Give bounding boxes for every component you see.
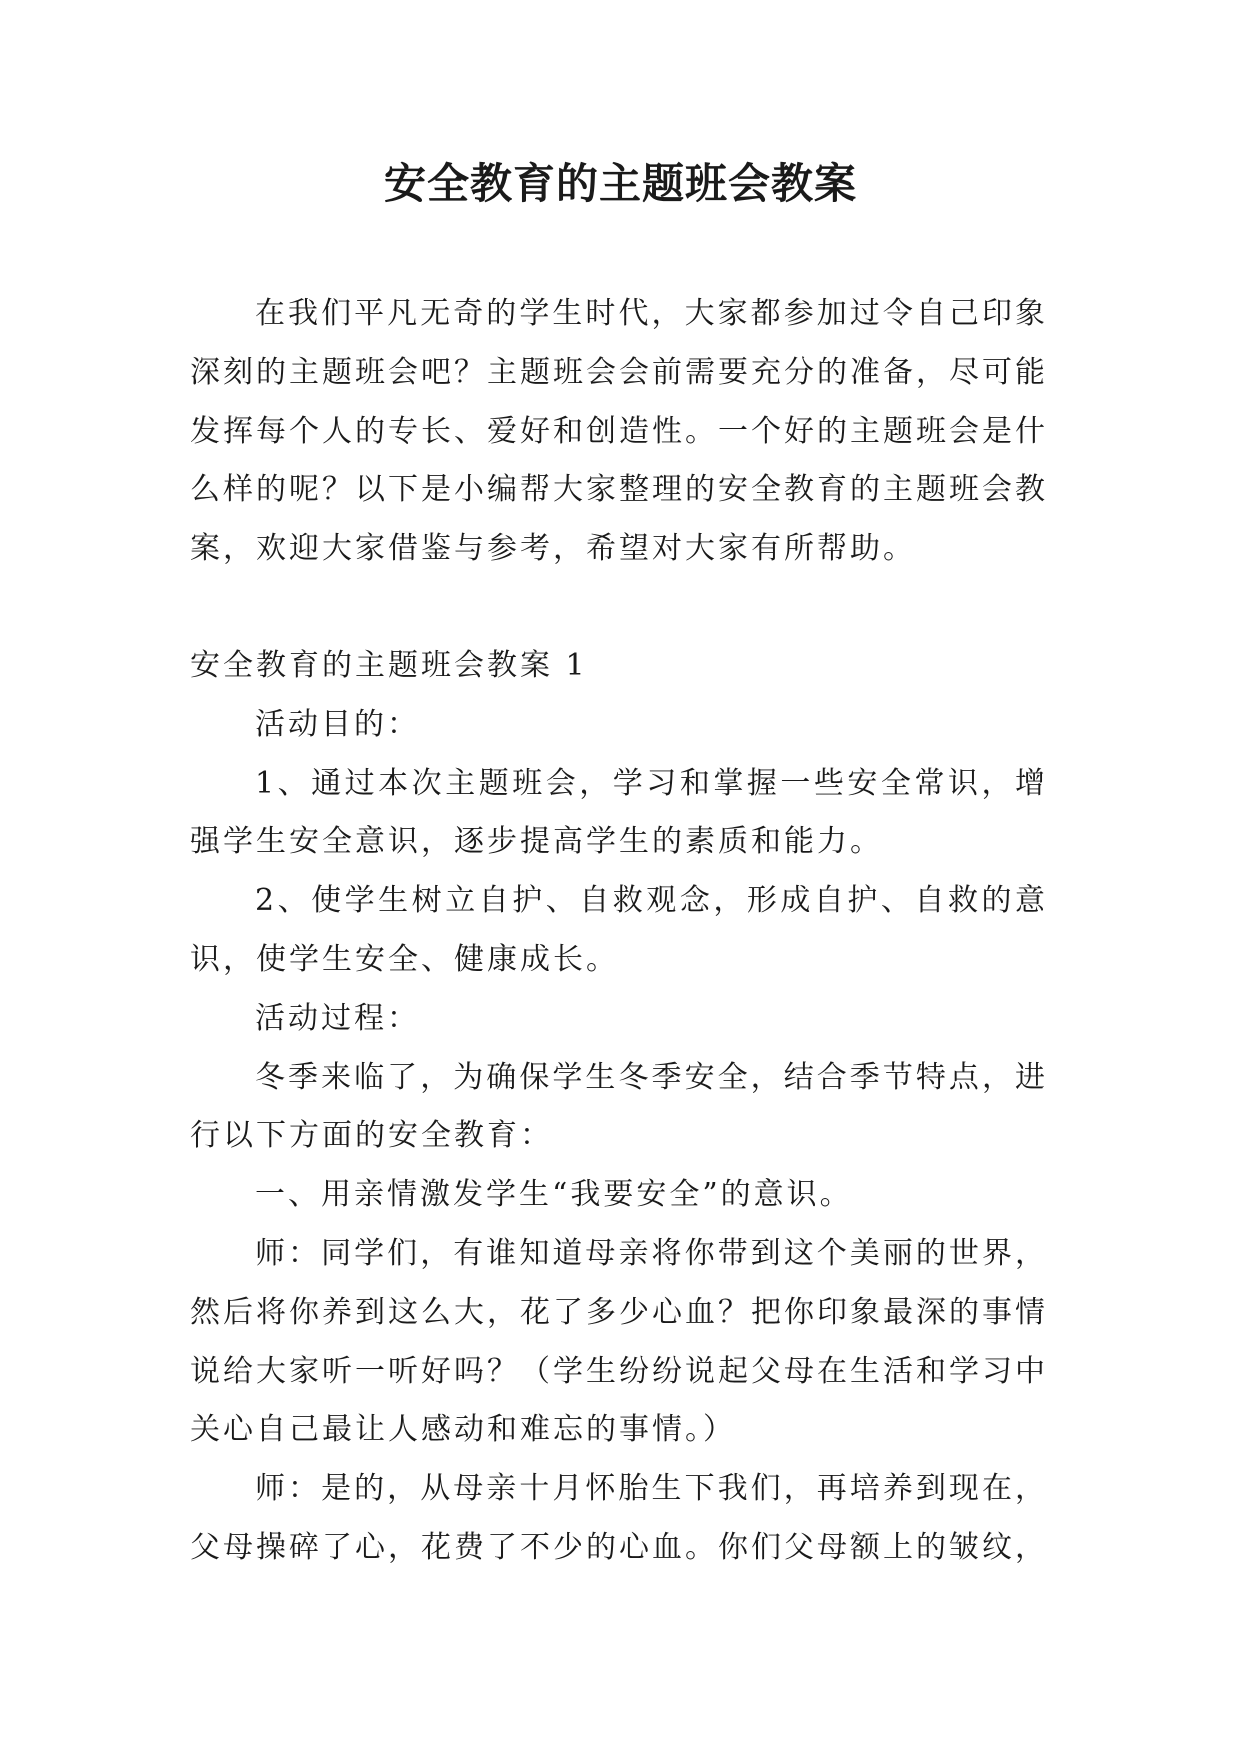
paragraph-goal-1: 1、通过本次主题班会，学习和掌握一些安全常识，增强学生安全意识，逐步提高学生的素质和能力。	[190, 765, 1048, 860]
paragraph-goal-2: 2、使学生树立自护、自救观念，形成自护、自救的意识，使学生安全、健康成长。	[190, 883, 1048, 977]
paragraph-gap	[190, 579, 1048, 637]
document-body	[190, 285, 1048, 1578]
paragraph-activity-goal-label: 活动目的：	[255, 706, 420, 742]
paragraph-teacher-question: 师：同学们，有谁知道母亲将你带到这个美丽的世界，然后将你养到这么大，花了多少心血？把你印象最深的事情说给大家听一听好吗？（学生纷纷说起父母在生活和学习中关心自己最让人感动和难忘的事情。）	[190, 1235, 1048, 1448]
paragraph-winter-safety: 冬季来临了，为确保学生冬季安全，结合季节特点，进行以下方面的安全教育：	[190, 1059, 1048, 1154]
section-heading: 安全教育的主题班会教案 1	[190, 647, 588, 683]
intro-paragraph: 在我们平凡无奇的学生时代，大家都参加过令自己印象深刻的主题班会吧？主题班会会前需要充分的准备，尽可能发挥每个人的专长、爱好和创造性。一个好的主题班会是什么样的呢？以下是小编帮大家整理的安全教育的主题班会教案，欢迎大家借鉴与参考，希望对大家有所帮助。	[190, 296, 1048, 567]
paragraph-activity-process-label: 活动过程：	[255, 1000, 420, 1036]
paragraph-teacher-response: 师：是的，从母亲十月怀胎生下我们，再培养到现在，父母操碎了心，花费了不少的心血。你们父母额上的皱纹，	[190, 1471, 1048, 1565]
document-title: 安全教育的主题班会教案	[383, 159, 857, 208]
paragraph-step-1: 一、用亲情激发学生“我要安全”的意识。	[255, 1177, 853, 1213]
